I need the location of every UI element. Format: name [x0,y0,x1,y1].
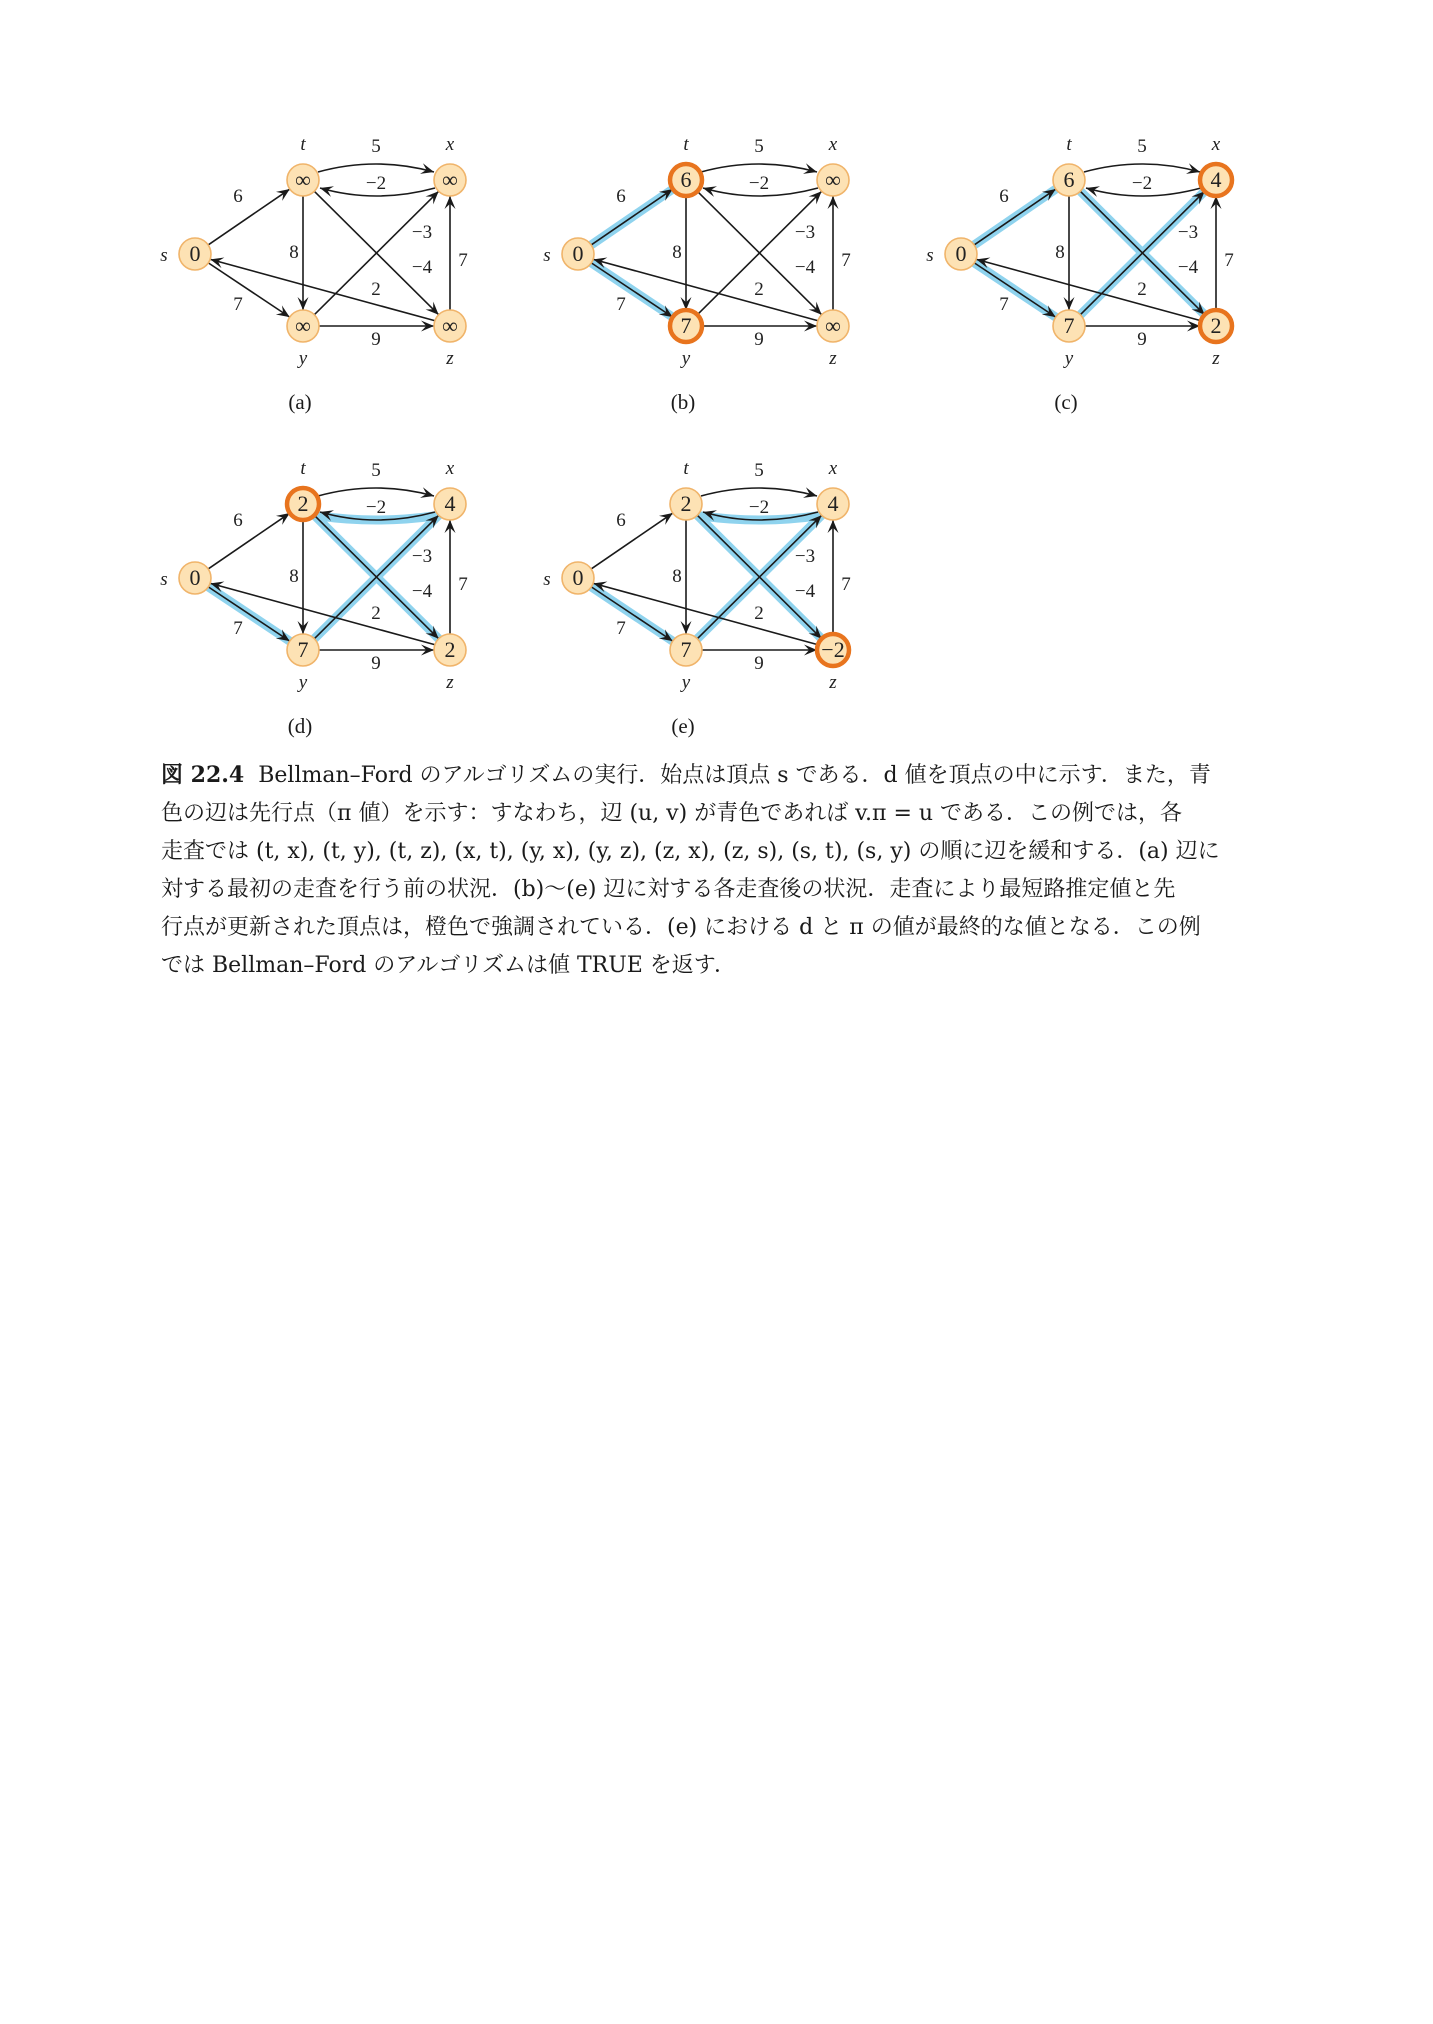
edge-weight-t-z: −4 [794,257,816,278]
vertex-x-d-value: ∞ [825,167,841,192]
vertex-x-d-value: 4 [444,491,456,516]
edge-s-y [974,263,1055,317]
edge-weight-y-x: −3 [1177,222,1199,243]
edge-weight-t-y: 8 [672,242,682,263]
vertex-y [670,634,702,693]
vertex-z [817,634,849,693]
edges [591,460,851,674]
vertex-t-name: t [300,134,306,155]
edge-y-z [702,321,817,351]
vertex-s [543,562,594,594]
vertex-y-name: y [1064,348,1074,369]
edge-weight-t-z: −4 [411,257,433,278]
figure-number: 図 22.4 [161,762,245,788]
panel-b [523,134,863,428]
edge-z-s [210,257,434,320]
vertex-s-d-value: 0 [189,241,201,266]
vertex-x [817,134,849,196]
vertex-s-name: s [543,569,551,590]
edge-s-t [208,186,290,245]
vertex-t-name: t [683,458,689,479]
edge-weight-x-t: −2 [748,497,770,518]
vertex-x-d-value: ∞ [442,167,458,192]
vertex-s [160,562,211,594]
edge-weight-y-z: 9 [754,329,764,350]
edge-weight-t-y: 8 [672,566,682,587]
vertex-y [670,310,702,369]
edge-weight-x-t: −2 [1131,173,1153,194]
panel-e [523,458,863,752]
vertex-y [1053,310,1085,369]
vertex-y-d-value: 7 [680,637,692,662]
panel-d-label: (d) [287,714,313,738]
edge-weight-z-x: 7 [841,250,851,271]
edge-weight-s-y: 7 [233,618,243,639]
edge-z-x [828,520,851,634]
vertex-x-name: x [828,458,838,479]
edge-weight-s-t: 6 [616,510,626,531]
vertex-z [1200,310,1232,369]
vertex-x [1200,134,1232,196]
edge-z-x [445,196,468,310]
caption-line-3: 走査では (t, x), (t, y), (t, z), (x, t), (y, x), (y, z), (z, x), (z, s), (s, t), (s, y) の順に辺を緩和する．(a) 辺に [161,839,1220,864]
vertex-x-name: x [445,134,455,155]
panel-a [140,134,480,428]
edge-weight-t-x: 5 [1137,136,1147,157]
edge-s-y [591,587,672,641]
vertex-z-d-value: 2 [1210,313,1222,338]
vertex-t [670,458,702,520]
vertex-x-d-value: 4 [827,491,839,516]
edge-s-y [208,263,289,317]
edge-z-x [445,520,468,634]
edge-weight-t-x: 5 [754,460,764,481]
vertex-y-name: y [298,348,308,369]
vertex-s [926,238,977,270]
edge-weight-z-s: 2 [754,279,764,300]
edge-t-y [672,520,691,634]
edge-weight-t-z: −4 [794,581,816,602]
edges [208,136,468,350]
vertex-y-d-value: 7 [297,637,309,662]
edge-weight-z-x: 7 [458,574,468,595]
vertex-z-name: z [446,348,454,369]
panel-a-label: (a) [288,390,312,414]
vertex-y-d-value: 7 [680,313,692,338]
vertex-z-name: z [446,672,454,693]
vertex-t-d-value: 6 [680,167,692,192]
vertex-z-d-value: 2 [444,637,456,662]
edge-t-y [289,196,308,310]
vertex-z-name: z [829,348,837,369]
vertex-x-name: x [828,134,838,155]
vertex-z [817,310,849,369]
vertex-y-d-value: 7 [1063,313,1075,338]
vertex-s-d-value: 0 [955,241,967,266]
vertex-z-d-value: ∞ [825,313,841,338]
vertex-t-d-value: 2 [297,491,309,516]
vertex-t [287,134,319,196]
panel-e-label: (e) [671,714,695,738]
edge-weight-z-x: 7 [841,574,851,595]
edge-t-x [318,460,434,498]
edge-weight-t-y: 8 [289,242,299,263]
edge-weight-t-z: −4 [1177,257,1199,278]
vertex-t-d-value: 6 [1063,167,1075,192]
vertex-t-d-value: ∞ [295,167,311,192]
vertex-t [287,458,319,520]
edge-weight-z-x: 7 [458,250,468,271]
vertex-z [434,310,466,369]
vertex-s [160,238,211,270]
vertex-t-name: t [1066,134,1072,155]
edge-weight-x-t: −2 [365,497,387,518]
vertex-z-name: z [1212,348,1220,369]
edge-s-y [208,587,289,641]
vertex-s-name: s [543,245,551,266]
edge-y-z [319,321,434,351]
edge-t-x [701,136,817,174]
edge-weight-z-s: 2 [371,279,381,300]
panel-b-label: (b) [670,390,696,414]
edge-t-y [1055,196,1074,310]
edge-z-x [1211,196,1234,310]
edge-weight-s-y: 7 [616,618,626,639]
edge-weight-t-x: 5 [371,136,381,157]
edge-weight-x-t: −2 [365,173,387,194]
edge-y-z [1085,321,1200,351]
edge-weight-s-y: 7 [999,294,1009,315]
caption-line-1 [161,756,1273,795]
edge-weight-s-t: 6 [616,186,626,207]
edge-weight-y-z: 9 [754,653,764,674]
edge-x-t [320,173,435,197]
edge-weight-z-s: 2 [754,603,764,624]
edge-t-y [672,196,691,310]
vertex-z [434,634,466,693]
edge-weight-x-t: −2 [748,173,770,194]
vertex-s [543,238,594,270]
figure-caption [161,756,1273,985]
edge-weight-t-x: 5 [371,460,381,481]
vertex-s-name: s [160,569,168,590]
vertex-x [434,134,466,196]
edge-t-y [289,520,308,634]
edge-weight-z-s: 2 [371,603,381,624]
vertex-s-name: s [160,245,168,266]
panel-c [906,134,1246,428]
edge-weight-t-y: 8 [289,566,299,587]
vertex-x-d-value: 4 [1210,167,1222,192]
vertex-s-name: s [926,245,934,266]
caption-line-4: 対する最初の走査を行う前の状況．(b)〜(e) 辺に対する各走査後の状況．走査により最短路推定値と先 [161,877,1176,902]
edge-weight-t-z: −4 [411,581,433,602]
edge-weight-y-x: −3 [411,546,433,567]
edge-s-t [591,510,673,569]
edge-weight-y-z: 9 [371,329,381,350]
caption-line-6: では Bellman–Ford のアルゴリズムは値 TRUE を返す． [161,953,737,978]
vertex-y [287,310,319,369]
edge-t-x [318,136,434,174]
vertex-y-name: y [681,348,691,369]
vertex-z-name: z [829,672,837,693]
vertex-x-name: x [1211,134,1221,155]
panel-d [140,458,480,752]
edge-weight-y-z: 9 [1137,329,1147,350]
edge-t-x [1084,136,1200,174]
edge-t-x [701,460,817,498]
edge-y-z [319,645,434,675]
edge-x-t [703,173,818,197]
edge-weight-s-y: 7 [233,294,243,315]
vertex-x [434,458,466,520]
edge-z-x [828,196,851,310]
edge-weight-t-y: 8 [1055,242,1065,263]
vertex-x-name: x [445,458,455,479]
vertex-t-name: t [300,458,306,479]
edges [591,136,851,350]
vertex-x [817,458,849,520]
vertex-s-d-value: 0 [572,241,584,266]
edge-weight-z-x: 7 [1224,250,1234,271]
edge-weight-y-x: −3 [794,222,816,243]
edge-y-z [702,645,817,675]
edge-x-t [1086,173,1201,197]
edge-weight-s-y: 7 [616,294,626,315]
vertex-t [670,134,702,196]
graph-e [523,458,863,702]
vertex-z-d-value: −2 [821,637,845,662]
edges [974,136,1234,350]
edge-weight-s-t: 6 [999,186,1009,207]
caption-line-5: 行点が更新された頂点は，橙色で強調されている．(e) における d と π の値が最終的な値となる．この例 [161,915,1201,940]
edge-weight-y-z: 9 [371,653,381,674]
vertex-t [1053,134,1085,196]
edges [208,460,468,674]
graph-c [906,134,1246,378]
vertex-t-name: t [683,134,689,155]
vertex-s-d-value: 0 [189,565,201,590]
caption-text-1: Bellman–Ford のアルゴリズムの実行．始点は頂点 s である．d 値を頂点の中に示す．また，青 [258,763,1211,788]
vertex-z-d-value: ∞ [442,313,458,338]
graph-b [523,134,863,378]
shading-layer [590,188,675,318]
vertex-y-name: y [681,672,691,693]
vertex-t-d-value: 2 [680,491,692,516]
edge-weight-s-t: 6 [233,186,243,207]
graph-d [140,458,480,702]
caption-line-2: 色の辺は先行点（π 値）を示す：すなわち，辺 (u, v) が青色であれば v.π = u である．この例では，各 [161,801,1183,826]
vertex-s-d-value: 0 [572,565,584,590]
edge-s-y [591,263,672,317]
vertex-y [287,634,319,693]
edge-weight-y-x: −3 [794,546,816,567]
vertex-y-name: y [298,672,308,693]
vertex-y-d-value: ∞ [295,313,311,338]
edge-weight-t-x: 5 [754,136,764,157]
edge-weight-y-x: −3 [411,222,433,243]
panel-c-label: (c) [1054,390,1078,414]
edge-weight-z-s: 2 [1137,279,1147,300]
edge-s-t [208,510,290,569]
edge-weight-s-t: 6 [233,510,243,531]
graph-a [140,134,480,378]
